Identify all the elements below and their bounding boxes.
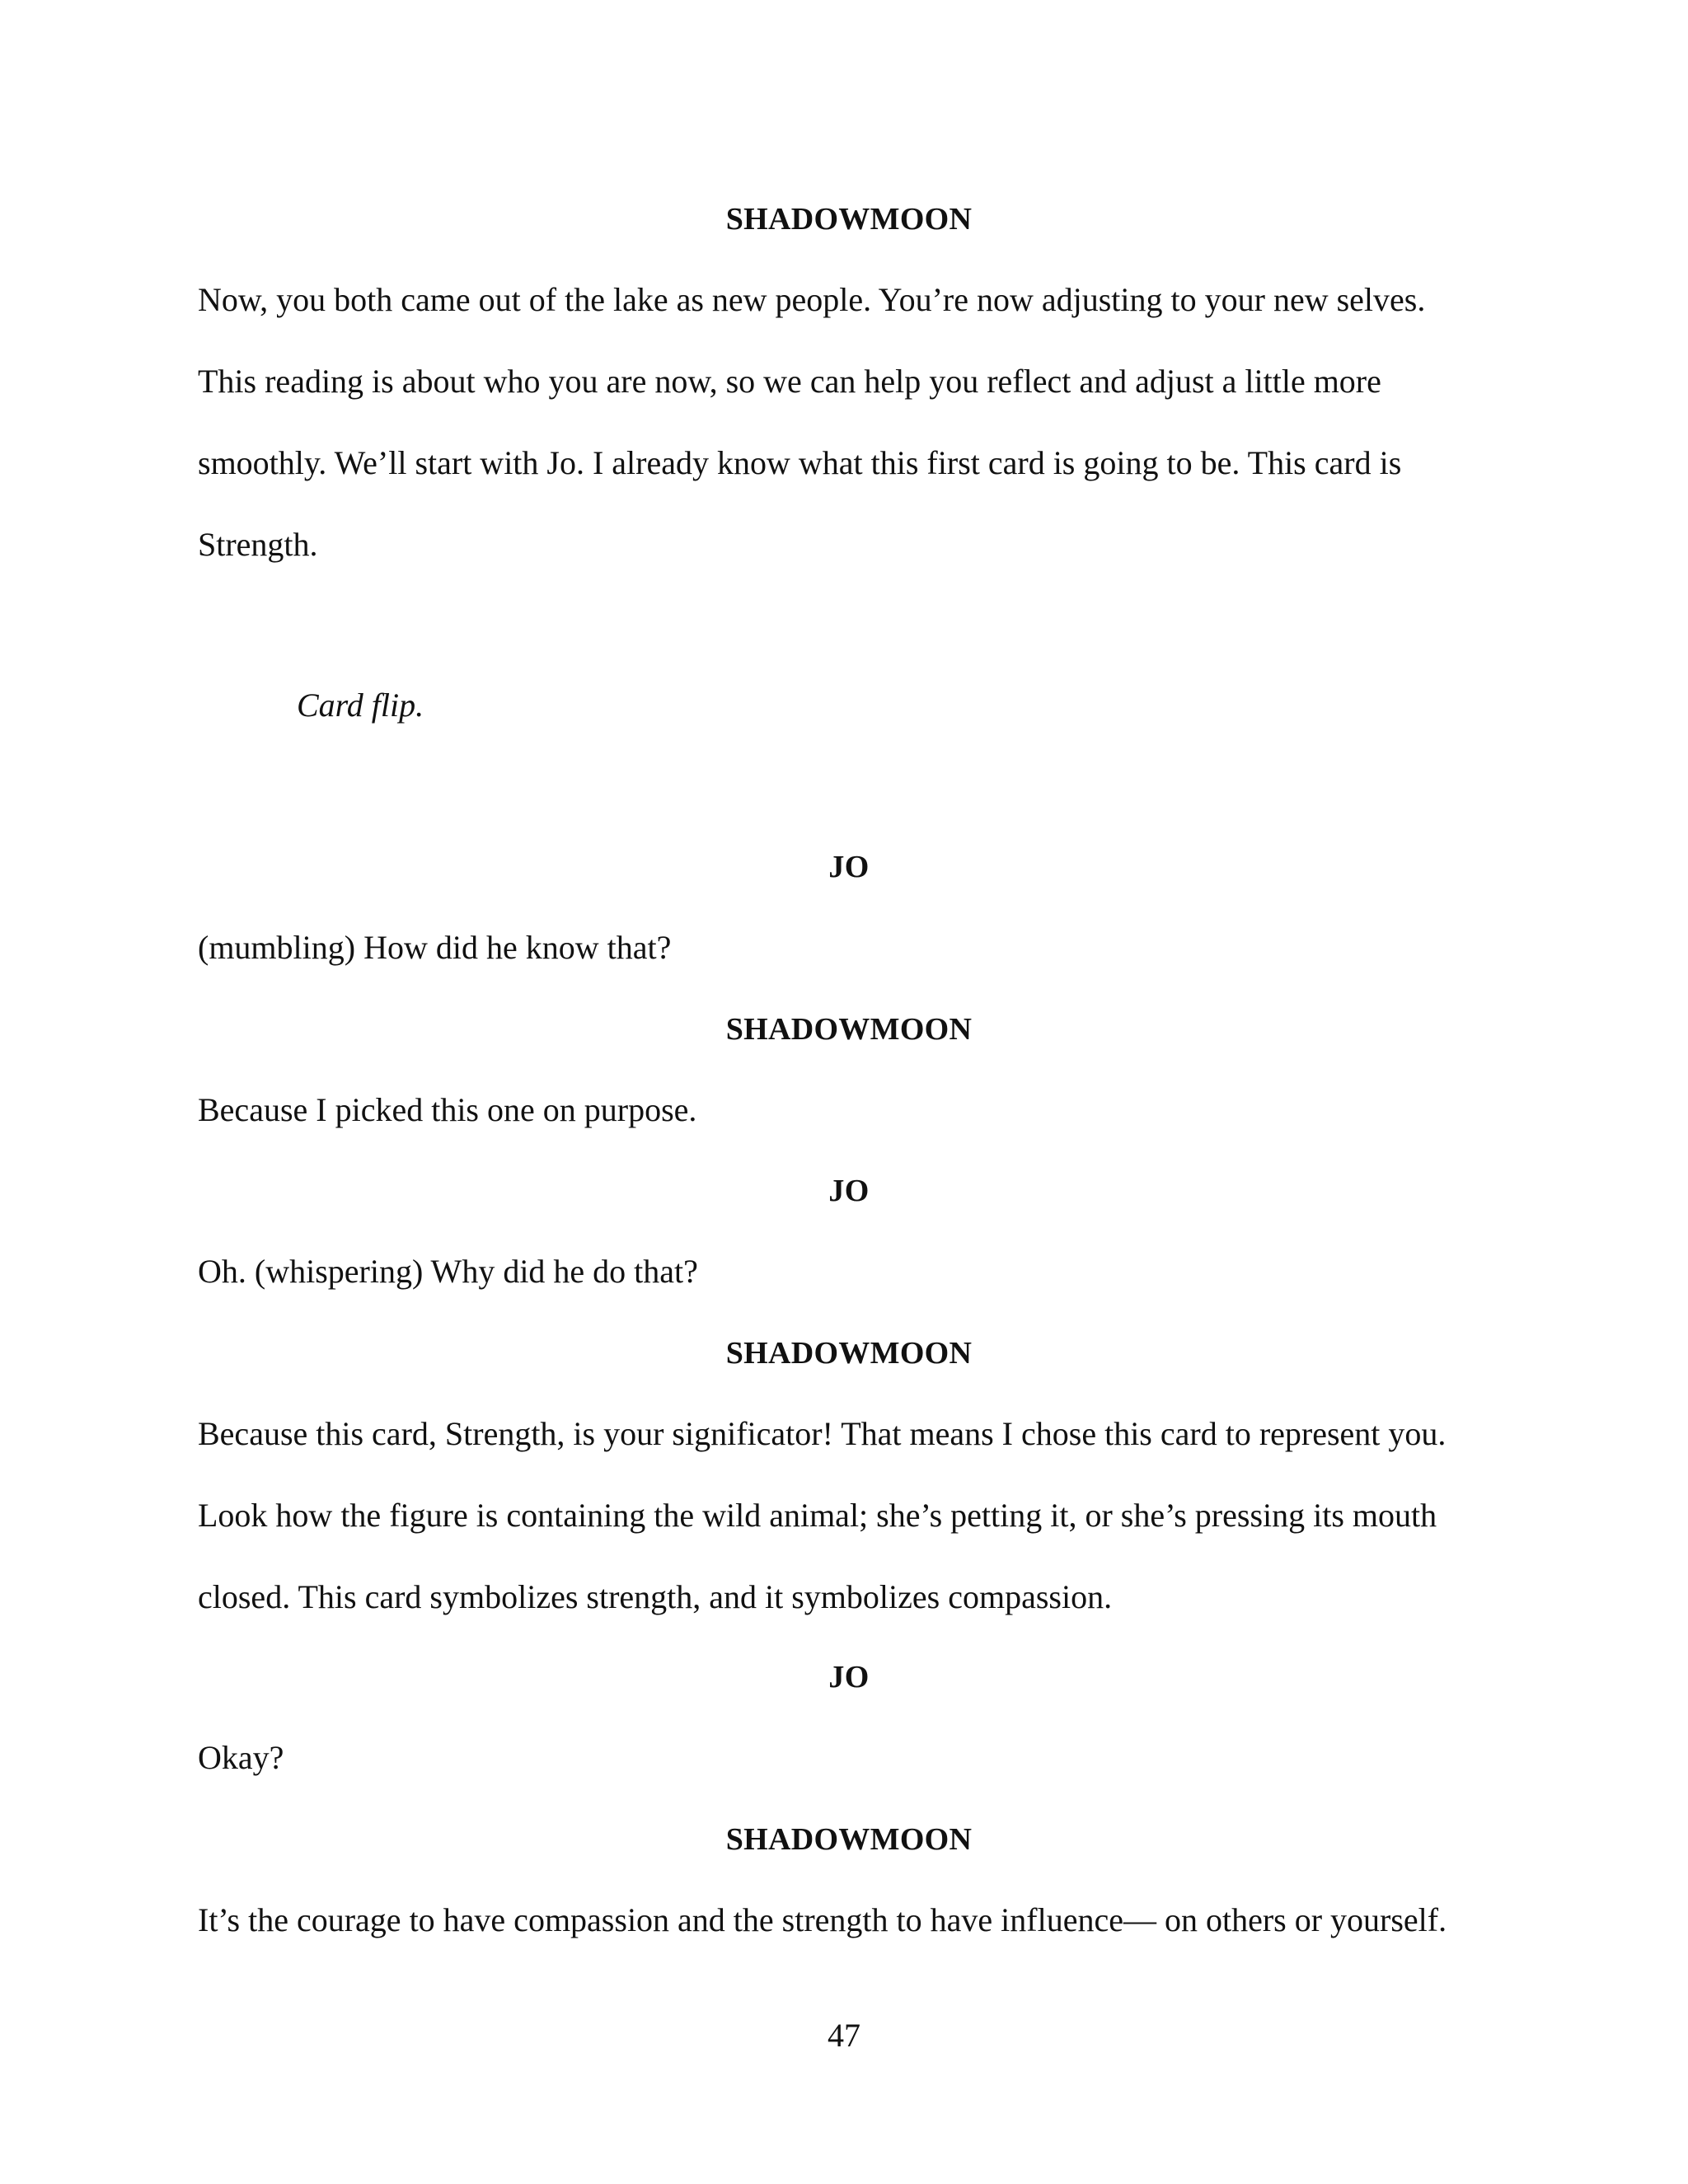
dialogue-line: Strength. [198, 526, 318, 563]
speaker-shadowmoon: SHADOWMOON [725, 1336, 973, 1371]
dialogue-line: It’s the courage to have compassion and the strength to have influence— on others or yourself. [198, 1901, 1447, 1938]
speaker-jo: JO [828, 1174, 870, 1208]
speaker-shadowmoon: SHADOWMOON [725, 1012, 973, 1047]
dialogue-line: smoothly. We’ll start with Jo. I already know what this first card is going to be. This card is [198, 444, 1402, 481]
dialogue-line: Because this card, Strength, is your significator! That means I chose this card to represent you. [198, 1415, 1447, 1452]
speaker-shadowmoon: SHADOWMOON [725, 202, 973, 237]
dialogue-paragraph [198, 1393, 1500, 1638]
stage-direction: Card flip. [297, 687, 424, 724]
speaker-jo: JO [828, 850, 870, 884]
dialogue-line: Look how the figure is containing the wild animal; she’s petting it, or she’s pressing its mouth [198, 1497, 1437, 1534]
dialogue-line: (mumbling) How did he know that? [198, 929, 672, 966]
dialogue-line: Oh. (whispering) Why did he do that? [198, 1253, 698, 1290]
dialogue-line: Okay? [198, 1739, 284, 1776]
dialogue-line: This reading is about who you are now, so we can help you reflect and adjust a little more [198, 363, 1381, 400]
page-number: 47 [828, 2017, 860, 2054]
dialogue-line: closed. This card symbolizes strength, and it symbolizes compassion. [198, 1578, 1113, 1615]
dialogue-line: Because I picked this one on purpose. [198, 1091, 697, 1128]
speaker-jo: JO [828, 1660, 870, 1694]
dialogue-paragraph [198, 259, 1500, 585]
dialogue-line: Now, you both came out of the lake as new people. You’re now adjusting to your new selves. [198, 281, 1426, 318]
speaker-shadowmoon: SHADOWMOON [725, 1822, 973, 1857]
